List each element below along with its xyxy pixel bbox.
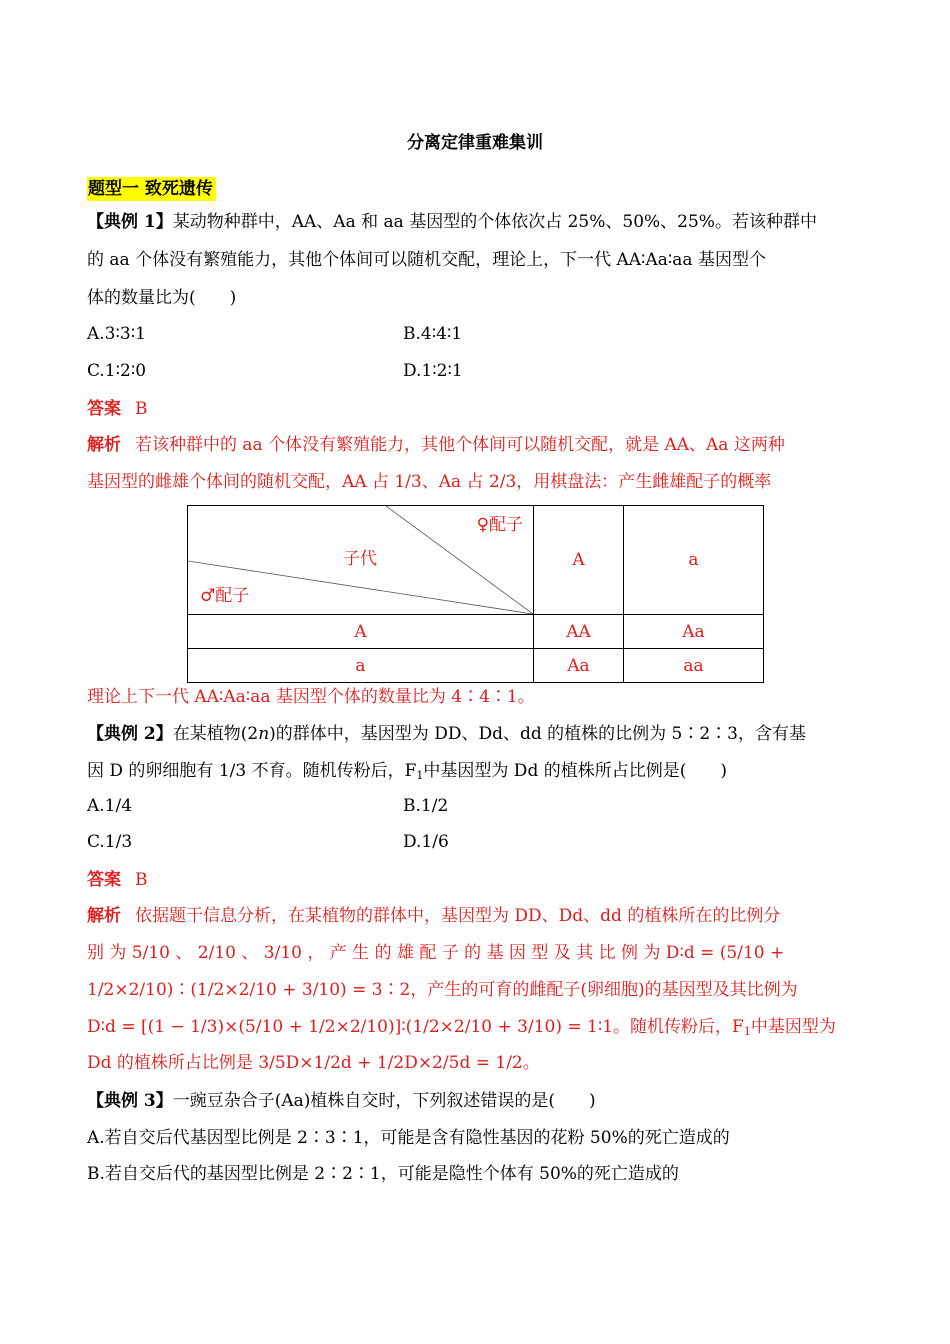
ex3-line-1 [87,1090,596,1112]
ex1-analysis-label: 解析 [87,435,121,455]
ex1-line-1 [87,211,817,233]
ex3-text-1: 一豌豆杂合子(Aa)植株自交时，下列叙述错误的是( ) [172,1091,596,1111]
ex2-analysis-line-5: Dd 的植株所占比例是 3/5D×1/2d + 1/2D×2/5d = 1/2。 [87,1053,540,1073]
ex2-analysis-line-4 [87,1016,836,1043]
table-cell: aa [624,649,764,683]
ex1-option-c: C.1∶2∶0 [87,361,147,381]
punnett-square-table [187,505,764,683]
ex2-text-2b: 中基因型为 Dd 的植株所占比例是( ) [423,761,727,781]
ex2-line-1 [87,723,806,745]
ex3-option-b: B.若自交后代的基因型比例是 2∶2∶1，可能是隐性个体有 50%的死亡造成的 [87,1164,679,1184]
ex2-text-n: n [258,724,270,744]
ex1-answer [87,398,148,420]
ex1-analysis-line-1 [87,434,785,456]
ex2-analysis-text-4b: 中基因型为 [750,1017,836,1037]
section-heading: 题型一 致死遗传 [87,177,216,201]
female-gamete-A: A [534,506,624,615]
ex1-answer-value: B [135,399,148,419]
ex2-answer-label: 答案 [87,870,121,890]
ex2-analysis-line-1 [87,905,780,927]
ex1-answer-label: 答案 [87,399,121,419]
ex1-line-2: 的 aa 个体没有繁殖能力，其他个体间可以随机交配，理论上，下一代 AA∶Aa∶aa 基因型个 [87,250,766,270]
female-gamete-a: a [624,506,764,615]
ex1-analysis-line-2: 基因型的雌雄个体间的随机交配，AA 占 1/3、Aa 占 2/3，用棋盘法：产生雌雄配子的概率 [87,472,772,492]
ex2-text-1b: )的群体中，基因型为 DD、Dd、dd 的植株的比例为 5∶2∶3，含有基 [269,724,806,744]
page-title: 分离定律重难集训 [407,133,543,153]
ex1-tag: 【典例 1】 [87,212,173,232]
ex3-tag: 【典例 3】 [87,1091,173,1111]
ex2-analysis-text-1: 依据题干信息分析，在某植物的群体中，基因型为 DD、Dd、dd 的植株所在的比例分 [135,906,781,926]
offspring-header: 子代 [343,549,377,569]
male-gamete-A: A [188,615,534,649]
ex2-text-2a: 因 D 的卵细胞有 1/3 不育。随机传粉后，F [87,761,417,781]
female-gamete-header: ♀配子 [476,515,523,535]
ex1-option-a: A.3∶3∶1 [87,324,146,344]
table-cell: Aa [534,649,624,683]
ex1-option-b: B.4∶4∶1 [403,324,463,344]
ex2-line-2 [87,760,727,787]
ex1-conclusion: 理论上下一代 AA∶Aa∶aa 基因型个体的数量比为 4∶4∶1。 [87,687,535,707]
ex1-analysis-text-1: 若该种群中的 aa 个体没有繁殖能力，其他个体间可以随机交配，就是 AA、Aa 这两种 [135,435,785,455]
ex1-text-1: 某动物种群中，AA、Aa 和 aa 基因型的个体依次占 25%、50%、25%。若该种群中 [172,212,817,232]
ex2-option-c: C.1/3 [87,832,133,852]
ex3-option-a: A.若自交后代基因型比例是 2∶3∶1，可能是含有隐性基因的花粉 50%的死亡造成的 [87,1128,730,1148]
male-gamete-header: ♂配子 [200,586,250,606]
ex2-subscript: 1 [416,769,424,782]
ex2-analysis-label: 解析 [87,906,121,926]
ex2-analysis-subscript: 1 [743,1025,751,1038]
ex2-analysis-line-3: 1/2×2/10)∶(1/2×2/10 + 3/10) = 3∶2，产生的可育的雌配子(卵细胞)的基因型及其比例为 [87,980,798,1000]
ex2-answer [87,869,148,891]
table-cell: Aa [624,615,764,649]
ex2-answer-value: B [135,870,148,890]
ex2-option-a: A.1/4 [87,796,133,816]
ex1-option-d: D.1∶2∶1 [403,361,463,381]
table-header-corner [188,506,534,615]
ex2-tag: 【典例 2】 [87,724,173,744]
ex2-analysis-line-2: 别 为 5/10 、 2/10 、 3/10 ， 产 生 的 雄 配 子 的 基 因 型 及 其 比 例 为 D∶d = (5/10 + [87,943,785,963]
ex2-analysis-text-4a: D∶d = [(1 − 1/3)×(5/10 + 1/2×2/10)]∶(1/2×2/10 + 3/10) = 1∶1。随机传粉后，F [87,1017,744,1037]
ex2-option-b: B.1/2 [403,796,449,816]
ex2-option-d: D.1/6 [403,832,449,852]
ex2-text-1a: 在某植物(2 [172,724,259,744]
table-cell: AA [534,615,624,649]
ex1-line-3: 体的数量比为( ) [87,288,237,308]
male-gamete-a: a [188,649,534,683]
